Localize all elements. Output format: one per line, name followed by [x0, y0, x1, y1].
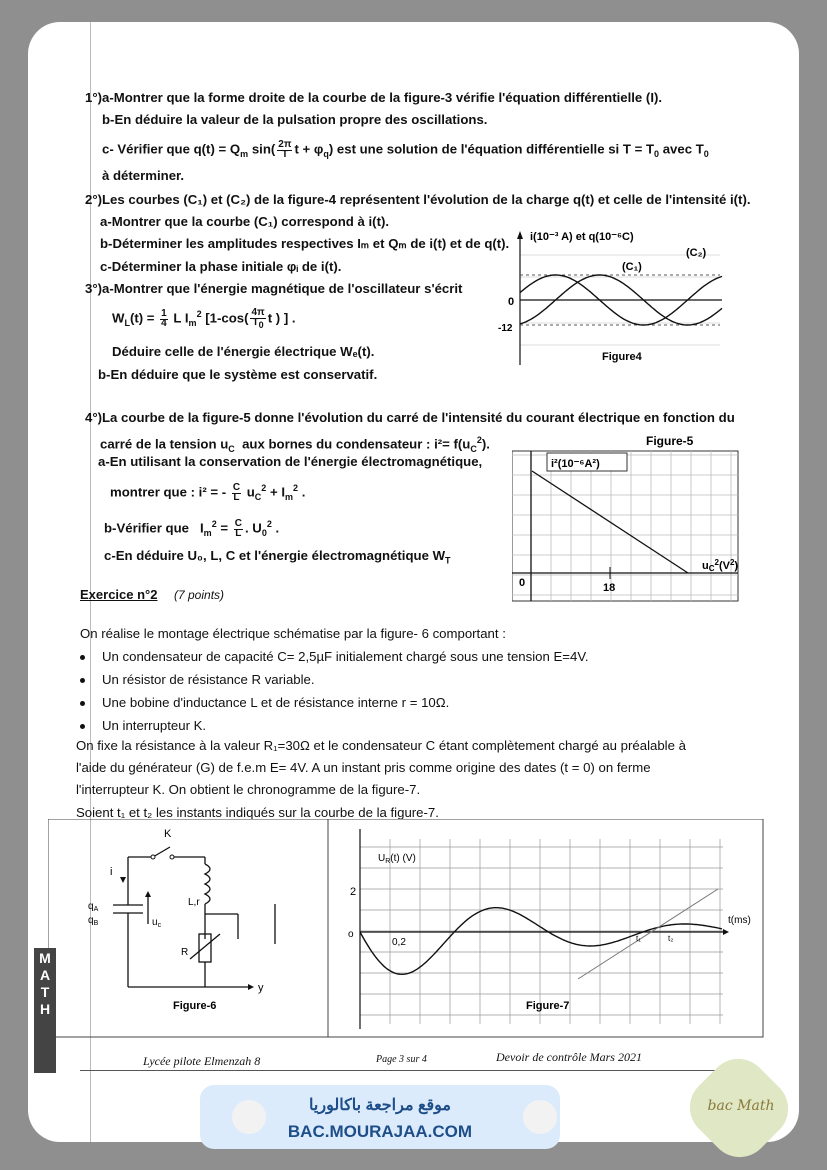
footer-exam: Devoir de contrôle Mars 2021 — [496, 1050, 642, 1064]
fig6-qB: $q_B$ — [88, 915, 99, 927]
bullet-2 — [80, 678, 85, 683]
fig5-tick: 18 — [603, 582, 616, 594]
fig4-ylabel: i(10⁻³ A) et q(10⁻⁶C) — [530, 231, 634, 243]
fig6-circuit — [113, 847, 275, 987]
q2-c: c-Déterminer la phase initiale φᵢ de i(t). — [100, 259, 342, 274]
q4-intro2: carré de la tension $u_C$ aux bornes du condensateur : $i^2= f(u_C^2)$. — [100, 435, 490, 455]
fig5-xlabel: $uC^2(V^2)$ — [702, 558, 739, 573]
q4-c: c-En déduire U₀, L, C et l'énergie électromagnétique $W_T$ — [104, 548, 451, 566]
fig6-R: R — [181, 947, 189, 958]
site-url[interactable]: BAC.MOURAJAA.COM — [287, 1122, 473, 1141]
q2-a: a-Montrer que la courbe (C₁) correspond à i(t). — [100, 214, 390, 229]
ex2-points: (7 points) — [174, 588, 225, 602]
ex2-p2: l'aide du générateur (G) de f.e.m E= 4V. A un instant pris comme origine des dates (t = 0) on ferme — [76, 760, 651, 775]
fig7-t2: t₂ — [668, 934, 674, 943]
ex2-item-4: Un interrupteur K. — [102, 718, 207, 733]
site-arabic: موقع مراجعة باكالوريا — [309, 1097, 451, 1114]
fig4-caption: Figure4 — [602, 351, 642, 363]
q2-b: b-Déterminer les amplitudes respectives Iₘ et Qₘ de i(t) et de q(t). — [100, 236, 510, 251]
q1-c-end: à déterminer. — [102, 168, 185, 183]
fig5-line — [532, 471, 688, 573]
ex2-p3: l'interrupteur K. On obtient le chronogramme de la figure-7. — [76, 782, 421, 797]
bullet-1 — [80, 655, 85, 660]
fig6-i: i — [110, 866, 113, 878]
fig6-K: K — [164, 828, 172, 840]
bullet-4 — [80, 724, 85, 729]
ex2-title: Exercice n°2 — [80, 587, 158, 602]
fig4-zero: 0 — [508, 296, 515, 308]
q4-intro1: 4°)La courbe de la figure-5 donne l'évolution du carré de l'intensité du courant électrique en fonction du — [85, 410, 735, 425]
fig7-tangent — [578, 889, 718, 979]
fig7-t1: t₁ — [636, 934, 641, 943]
q4-show: montrer que : i² = - C L $u_C^2 + I_m^2$ . — [110, 481, 306, 503]
ex2-item-1: Un condensateur de capacité C= 2,5µF initialement chargé sous une tension E=4V. — [102, 649, 589, 664]
ex2-p4: Soient t₁ et t₂ les instants indiqués sur la courbe de la figure-7. — [76, 805, 439, 820]
fig5-zero: 0 — [519, 577, 526, 589]
ex2-p1: On fixe la résistance à la valeur R₁=30Ω et le condensateur C étant complètement chargé au préalable à — [76, 738, 686, 753]
fig5-title: Figure-5 — [646, 434, 694, 448]
fig4-m12: -12 — [498, 323, 513, 334]
q1-a: 1°)a-Montrer que la forme droite de la courbe de la figure-3 vérifie l'équation différentielle (I). — [85, 90, 663, 105]
ex2-intro: On réalise le montage électrique schématise par la figure- 6 comportant : — [80, 626, 506, 641]
fig7-caption: Figure-7 — [526, 1000, 570, 1012]
ex2-item-3: Une bobine d'inductance L et de résistance interne r = 10Ω. — [102, 695, 450, 710]
fig6-y: y — [258, 982, 264, 994]
site-logo-right — [523, 1100, 557, 1134]
footer-rule — [80, 1070, 730, 1071]
q4-a: a-En utilisant la conservation de l'énergie électromagnétique, — [98, 454, 483, 469]
fig7-xlabel: t(ms) — [728, 915, 751, 926]
fig6-caption: Figure-6 — [173, 1000, 217, 1012]
ex2-item-2: Un résistor de résistance R variable. — [102, 672, 315, 687]
fig7-two: 2 — [350, 886, 357, 898]
fig5-ylabel: i²(10⁻⁶A²) — [551, 458, 600, 470]
fig6-qA: $q_A$ — [88, 901, 99, 913]
figures-6-7 — [48, 819, 778, 1041]
exam-sheet — [28, 22, 799, 1142]
math-band: M A T H — [34, 948, 56, 1073]
q4-b: b-Vérifier que $I_m^2 = C$ L . $U_0^2$ . — [104, 517, 280, 539]
bacmath-text: bac Math — [707, 1098, 775, 1114]
figure-4 — [490, 225, 730, 380]
footer-school: Lycée pilote Elmenzah 8 — [143, 1054, 261, 1068]
fig6-Lr: L,r — [188, 897, 200, 908]
fig7-zero: o — [348, 929, 354, 940]
figure-5 — [512, 429, 744, 604]
fig6-uc: $u_c$ — [152, 917, 162, 929]
bullet-3 — [80, 701, 85, 706]
fig7-x02: 0,2 — [392, 937, 406, 948]
q3-formula: $W_L(t) = 1$ 4 L $I_m^2$ [1-cos( 4π $T_0$ t ) ] . — [112, 306, 296, 330]
site-logo-left — [232, 1100, 266, 1134]
q3-deduce: Déduire celle de l'énergie électrique Wₑ(t). — [112, 344, 375, 359]
fig4-c1-label: (C₁) — [622, 261, 642, 273]
fig7-ylabel: $U_R(t)$ (V) — [378, 853, 416, 865]
q3-b: b-En déduire que le système est conservatif. — [98, 367, 378, 382]
q1-c: c- Vérifier que $q(t) = Q_m$ sin( 2π T $t + \varphi_q$) est une solution de l'équation différentielle si $T = T_0$ avec $T_0$ — [102, 139, 709, 160]
footer-page: Page 3 sur 4 — [376, 1054, 427, 1065]
q2-intro: 2°)Les courbes (C₁) et (C₂) de la figure-4 représentent l'évolution de la charge q(t) et celle de l'intensité i(t). — [85, 192, 751, 207]
q1-b: b-En déduire la valeur de la pulsation propre des oscillations. — [102, 112, 488, 127]
fig4-c2-label: (C₂) — [686, 247, 707, 259]
q3-a: 3°)a-Montrer que l'énergie magnétique de l'oscillateur s'écrit — [85, 281, 463, 296]
